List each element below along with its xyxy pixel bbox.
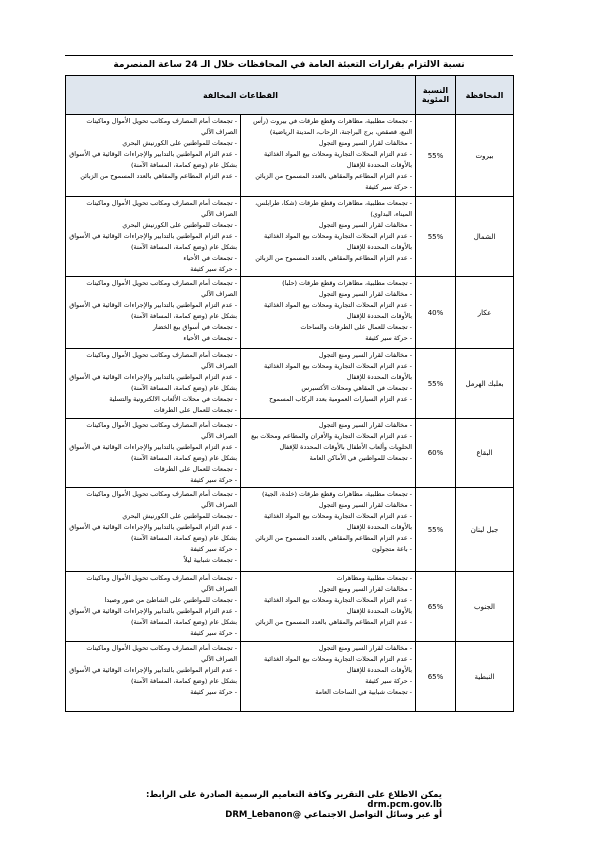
percentage-cell: 55% [416, 349, 456, 419]
violations-text: - تجمعات أمام المصارف ومكاتب تحويل الأموال وماكينات الصراف الآلي - عدم التزام المواطنين بالتدابير والإجراءات الوقائية في الأسواق بشكل عام (وضع كمامة، المسافة الآمنة) - تجمعات للعمال على الطرقات - حركة سير كثيفة [69, 421, 237, 484]
violations-cell-primary [241, 277, 416, 349]
percentage-cell: 55% [416, 197, 456, 277]
governorate-cell: عكار [456, 277, 514, 349]
governorate-cell: بيروت [456, 115, 514, 197]
violations-text: - تجمعات مطلبية، مظاهرات وقطع طرقات (خلدة، الجية) - مخالفات لقرار السير ومنع التجول - عدم التزام المحلات التجارية ومحلات بيع المواد الغذائية بالأوقات المحددة للإقفال - عدم التزام المطاعم والمقاهي بالعدد المسموح من الزبائن - باعة متجولون [255, 490, 412, 553]
violations-cell-secondary [66, 642, 241, 712]
violations-cell-primary [241, 572, 416, 642]
violations-text: - مخالفات لقرار السير ومنع التجول - عدم التزام المحلات التجارية ومحلات بيع المواد الغذائية بالأوقات المحددة للإقفال - حركة سير كثيفة - تجمعات شبابية في الساحات العامة [264, 644, 412, 696]
compliance-table [65, 75, 514, 712]
governorate-cell: الجنوب [456, 572, 514, 642]
table-row [66, 419, 514, 488]
table-row [66, 115, 514, 197]
percentage-cell: 65% [416, 642, 456, 712]
governorate-cell: النبطية [456, 642, 514, 712]
percentage-cell: 60% [416, 419, 456, 488]
violations-cell-primary [241, 488, 416, 572]
violations-text: - تجمعات مطلبية، مظاهرات وقطع طرقات (حلبا) - مخالفات لقرار السير ومنع التجول - عدم التزام المحلات التجارية ومحلات بيع المواد الغذائية بالأوقات المحددة للإقفال - تجمعات للعمال على الطرقات والساحات - حركة سير كثيفة [264, 279, 412, 342]
governorate-cell: جبل لبنان [456, 488, 514, 572]
social-handle[interactable]: @DRM_Lebanon [225, 810, 302, 820]
violations-text: - تجمعات أمام المصارف ومكاتب تحويل الأموال وماكينات الصراف الآلي - عدم التزام المواطنين بالتدابير والإجراءات الوقائية في الأسواق بشكل عام (وضع كمامة، المسافة الآمنة) - تجمعات في محلات الألعاب الالكترونية والتسلية - تجمعات للعمال على الطرقات [69, 351, 237, 414]
violations-text: - تجمعات أمام المصارف ومكاتب تحويل الأموال وماكينات الصراف الآلي - تجمعات للمواطنين على الكورنيش البحري - عدم التزام المواطنين بالتدابير والإجراءات الوقائية في الأسواق بشكل عام (وضع كمامة، المسافة الآمنة) - تجمعات في الأحياء - حركة سير كثيفة [69, 199, 237, 273]
violations-cell-secondary [66, 349, 241, 419]
table-header-row [66, 76, 514, 115]
violations-text: - تجمعات أمام المصارف ومكاتب تحويل الأموال وماكينات الصراف الآلي - عدم التزام المواطنين بالتدابير والإجراءات الوقائية في الأسواق بشكل عام (وضع كمامة، المسافة الآمنة) - حركة سير كثيفة [69, 644, 237, 696]
governorate-cell: البقاع [456, 419, 514, 488]
violations-cell-secondary [66, 572, 241, 642]
violations-cell-primary [241, 349, 416, 419]
report-url[interactable]: drm.pcm.gov.lb [367, 800, 442, 810]
table-row [66, 488, 514, 572]
violations-cell-primary [241, 115, 416, 197]
violations-cell-secondary [66, 197, 241, 277]
violations-cell-secondary [66, 277, 241, 349]
percentage-cell: 40% [416, 277, 456, 349]
violations-text: - تجمعات أمام المصارف ومكاتب تحويل الأموال وماكينات الصراف الآلي - تجمعات للمواطنين على الكورنيش البحري - عدم التزام المواطنين بالتدابير والإجراءات الوقائية في الأسواق بشكل عام (وضع كمامة، المسافة الآمنة) - حركة سير كثيفة - تجمعات شبابية ليلاً [69, 490, 237, 564]
violations-cell-primary [241, 197, 416, 277]
footer-social: أو عبر وسائل التواصل الاجتماعي @DRM_Lebanon [225, 810, 442, 820]
table-row [66, 349, 514, 419]
header-governorate: المحافظة [456, 76, 514, 115]
violations-cell-secondary [66, 488, 241, 572]
violations-cell-secondary [66, 115, 241, 197]
top-rule [65, 55, 513, 56]
footer-report-link: يمكن الاطلاع على التقرير وكافة التعاميم الرسمية الصادرة على الرابط: drm.pcm.gov.lb [146, 790, 442, 810]
violations-text: - تجمعات مطلبية ومظاهرات - مخالفات لقرار السير ومنع التجول - عدم التزام المحلات التجارية ومحلات بيع المواد الغذائية بالأوقات المحددة للإقفال - عدم التزام المطاعم والمقاهي بالعدد المسموح من الزبائن [255, 574, 412, 626]
table-row [66, 572, 514, 642]
percentage-cell: 55% [416, 115, 456, 197]
percentage-cell: 65% [416, 572, 456, 642]
table-row [66, 642, 514, 712]
violations-text: - تجمعات مطلبية، مظاهرات وقطع طرقات في بيروت (رأس النبع، قصقص، برج البراجنة، الرحاب، المدينة الرياضية) - مخالفات لقرار السير ومنع التجول - عدم التزام المحلات التجارية ومحلات بيع المواد الغذائية بالأوقات المحددة للإقفال - عدم التزام المطاعم والمقاهي بالعدد المسموح من الزبائن - حركة سير كثيفة [253, 117, 412, 191]
violations-cell-secondary [66, 419, 241, 488]
violations-text: - تجمعات مطلبية، مظاهرات وقطع طرقات (شكا، طرابلس، الميناء، البداوي) - مخالفات لقرار السير ومنع التجول - عدم التزام المحلات التجارية ومحلات بيع المواد الغذائية بالأوقات المحددة للإقفال - عدم التزام المطاعم والمقاهي بالعدد المسموح من الزبائن [255, 199, 412, 262]
violations-text: - تجمعات أمام المصارف ومكاتب تحويل الأموال وماكينات الصراف الآلي - تجمعات للمواطنين على الشاطئ من صور وصيدا - عدم التزام المواطنين بالتدابير والإجراءات الوقائية في الأسواق بشكل عام (وضع كمامة، المسافة الآمنة) - حركة سير كثيفة [69, 574, 237, 637]
header-violating-sectors: القطاعات المخالفة [66, 76, 416, 115]
percentage-cell: 55% [416, 488, 456, 572]
violations-cell-primary [241, 419, 416, 488]
governorate-cell: بعلبك الهرمل [456, 349, 514, 419]
violations-text: - تجمعات أمام المصارف ومكاتب تحويل الأموال وماكينات الصراف الآلي - عدم التزام المواطنين بالتدابير والإجراءات الوقائية في الأسواق بشكل عام (وضع كمامة، المسافة الآمنة) - تجمعات في أسواق بيع الخضار - تجمعات في الأحياء [69, 279, 237, 342]
document-title: نسبة الالتزام بقرارات التعبئة العامة في المحافظات خلال الـ 24 ساعة المنصرمة [113, 60, 465, 70]
violations-text: - مخالفات لقرار السير ومنع التجول - عدم التزام المحلات التجارية ومحلات بيع المواد الغذائية بالأوقات المحددة للإقفال - تجمعات في المقاهي ومحلات الأكسبرس - عدم التزام السيارات العمومية بعدد الركاب المسموح [264, 351, 412, 403]
table-row [66, 197, 514, 277]
violations-cell-primary [241, 642, 416, 712]
governorate-cell: الشمال [456, 197, 514, 277]
table-row [66, 277, 514, 349]
violations-text: - تجمعات أمام المصارف ومكاتب تحويل الأموال وماكينات الصراف الآلي - تجمعات للمواطنين على الكورنيش البحري - عدم التزام المواطنين بالتدابير والإجراءات الوقائية في الأسواق بشكل عام (وضع كمامة، المسافة الآمنة) - عدم التزام المطاعم والمقاهي بالعدد المسموح من الزبائن [69, 117, 237, 180]
header-percentage: النسبة المئوية [416, 76, 456, 115]
violations-text: - مخالفات لقرار السير ومنع التجول - عدم التزام المحلات التجارية والأفران والمطاعم ومحلات بيع الحلويات وألعاب الأطفال بالأوقات المحددة للإقفال - تجمعات للمواطنين في الأماكن العامة [251, 421, 412, 462]
